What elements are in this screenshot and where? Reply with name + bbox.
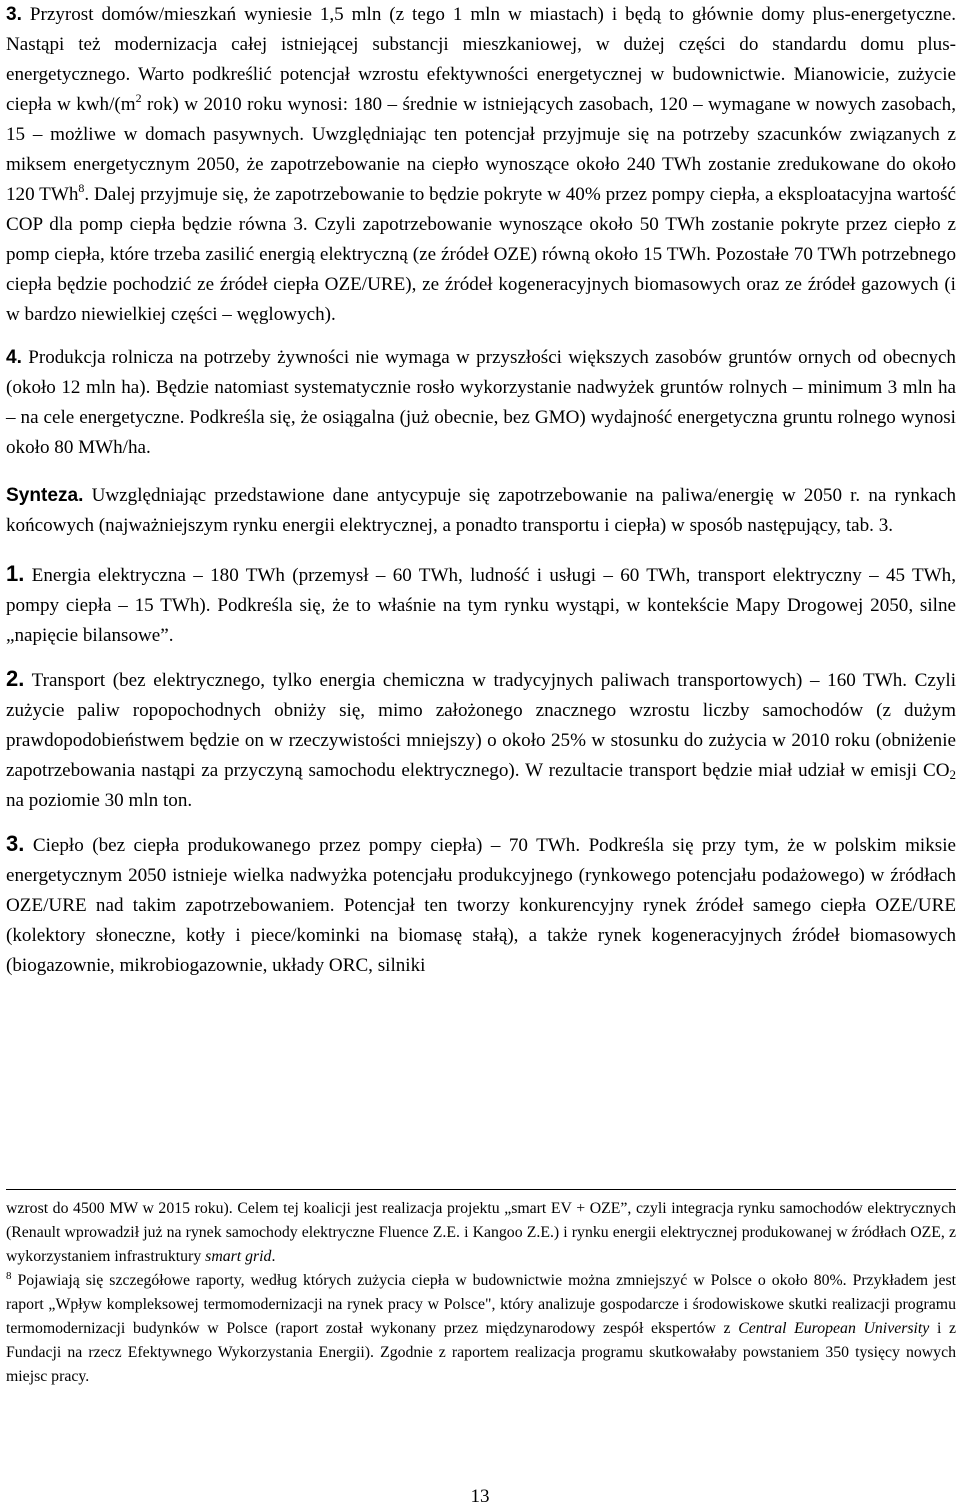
footnote-italic: smart grid — [205, 1248, 272, 1265]
paragraph-text: rok) w 2010 roku wynosi: 180 – średnie w istniejących zasobach, 120 – wymagane w nowych zasobach, 15 – możliwe w domach pasywnych. Uwzględniając ten potencjał przyjmuje się na potrzeby szacunków związanych z miksem energetycznym 2050, że zapotrzebowanie na ciepło wynoszące około 240 TWh zostanie zredukowane do około 120 TWh — [6, 94, 956, 205]
paragraph-text: Uwzględniając przedstawione dane antycypuje się zapotrzebowanie na paliwa/energię w 2050 r. na rynkach końcowych (najważniejszym rynku energii elektrycznej, a ponadto transportu i ciepła) w sposób następujący, tab. 3. — [6, 485, 956, 536]
footnote-mark: 8 — [6, 1270, 12, 1282]
footnote-continuation — [6, 1197, 956, 1269]
page-number: 13 — [470, 1486, 490, 1507]
synteza-label: Synteza. — [6, 485, 84, 506]
summary-item-1 — [6, 559, 956, 651]
superscript: 2 — [135, 91, 142, 105]
paragraph-text: Energia elektryczna – 180 TWh (przemysł – 60 TWh, ludność i usługi – 60 TWh, transport elektryczny – 45 TWh, pompy ciepła – 15 TWh). Podkreśla się, że to właśnie na tym rynku wystąpi, w kontekście Mapy Drogowej 2050, silne „napięcie bilansowe”. — [6, 565, 956, 646]
footnote-text: wzrost do 4500 MW w 2015 roku). Celem tej koalicji jest realizacja projektu „smart EV + OZE”, czyli integracja rynku samochodów elektrycznych (Renault wprowadził już na rynek samochody elektryczne Fluence Z.E. i Kangoo Z.E.) i rynku energii elektrycznej produkowanej w źródłach OZE, z wykorzystaniem infrastruktury — [6, 1200, 956, 1265]
paragraph-text: . Dalej przyjmuje się, że zapotrzebowanie to będzie pokryte w 40% przez pompy ciepła, a eksploatacyjna wartość COP dla pomp ciepła będzie równa 3. Czyli zapotrzebowanie wynoszące około 50 TWh zostanie pokryte przez ciepło z pomp ciepła, które trzeba zasilić energią elektryczną (ze źródeł OZE) równą około 15 TWh. Pozostałe 70 TWh potrzebnego ciepła będzie pochodzić ze źródeł ciepła OZE/URE), ze źródeł kogeneracyjnych biomasowych oraz ze źródeł gazowych (i w bardzo niewielkiej części – węglowych). — [6, 184, 956, 325]
paragraph-text: Przyrost domów/mieszkań wyniesie 1,5 mln (z tego 1 mln w miastach) i będą to głównie domy plus-energetyczne. Nastąpi też modernizacja całej istniejącej substancji mieszkaniowej, w dużej części do standardu domu plus-energetycznego. Warto podkreślić potencjał wzrostu efektywności energetycznej w budownictwie. Mianowicie, zużycie ciepła w kwh/(m — [6, 4, 956, 115]
summary-item-2 — [6, 664, 956, 816]
footnote-8 — [6, 1269, 956, 1389]
paragraph-text: Produkcja rolnicza na potrzeby żywności nie wymaga w przyszłości większych zasobów gruntów ornych od obecnych (około 12 mln ha). Będzie natomiast systematycznie rosło wykorzystanie nadwyżek gruntów rolnych – minimum 3 mln ha – na cele energetyczne. Podkreśla się, że osiągalna (już obecnie, bez GMO) wydajność energetyczna gruntu rolnego wynosi około 80 MWh/ha. — [6, 347, 956, 458]
summary-item-3 — [6, 829, 956, 981]
paragraph-number: 4. — [6, 347, 22, 368]
footnotes — [6, 1197, 956, 1389]
footnote-italic: Central European University — [738, 1320, 930, 1337]
footnote-text: Pojawiają się szczegółowe raporty, według których zużycia ciepła w budownictwie można zmniejszyć w Polsce o około 80%. Przykładem jest raport „Wpływ kompleksowej termomodernizacji na rynek pracy w Polsce", który analizuje gospodarcze i środowiskowe skutki realizacji programu termomodernizacji budynków w Polsce (raport został wykonany przez międzynarodowy zespół ekspertów z — [6, 1272, 956, 1337]
body-text — [6, 0, 956, 981]
paragraph-4 — [6, 343, 956, 463]
item-number: 1. — [6, 561, 25, 586]
paragraph-text: na poziomie 30 mln ton. — [6, 790, 193, 811]
paragraph-text: Ciepło (bez ciepła produkowanego przez pompy ciepła) – 70 TWh. Podkreśla się przy tym, że w polskim miksie energetycznym 2050 istnieje wielka nadwyżka potencjału produkcyjnego (rynkowego potencjału podażowego) w źródłach OZE/URE nad takim zapotrzebowaniem. Potencjał ten tworzy konkurencyjny rynek źródeł samego ciepła OZE/URE (kolektory słoneczne, kotły i piece/kominki na biomasę stałą), a także rynek kogeneracyjnych źródeł biomasowych (biogazownie, mikrobiogazownie, układy ORC, silniki — [6, 835, 956, 976]
paragraph-number: 3. — [6, 4, 22, 25]
item-number: 2. — [6, 666, 25, 691]
footnote-separator — [6, 1189, 956, 1190]
footnote-text: . — [271, 1248, 276, 1265]
footnote-reference[interactable]: 8 — [78, 181, 85, 195]
subscript: 2 — [949, 767, 956, 782]
paragraph-3 — [6, 0, 956, 330]
synteza-paragraph — [6, 481, 956, 541]
footnote-text: i z Fundacji na rzecz Efektywnego Wykorzystania Energii). Zgodnie z raportem realizacja programu skutkowałaby powstaniem 350 tysięcy nowych miejsc pracy. — [6, 1320, 957, 1385]
paragraph-text: Transport (bez elektrycznego, tylko energia chemiczna w tradycyjnych paliwach transportowych) – 160 TWh. Czyli zużycie paliw ropopochodnych obniży się, mimo założonego znacznego wzrostu liczby samochodów (z dużym prawdopodobieństwem będzie on w rzeczywistości mniejszy) o około 25% w stosunku do zużycia w 2010 roku (obniżenie zapotrzebowania nastąpi za przyczyną samochodu elektrycznego). W rezultacie transport będzie miał udział w emisji CO — [6, 670, 956, 781]
item-number: 3. — [6, 831, 25, 856]
